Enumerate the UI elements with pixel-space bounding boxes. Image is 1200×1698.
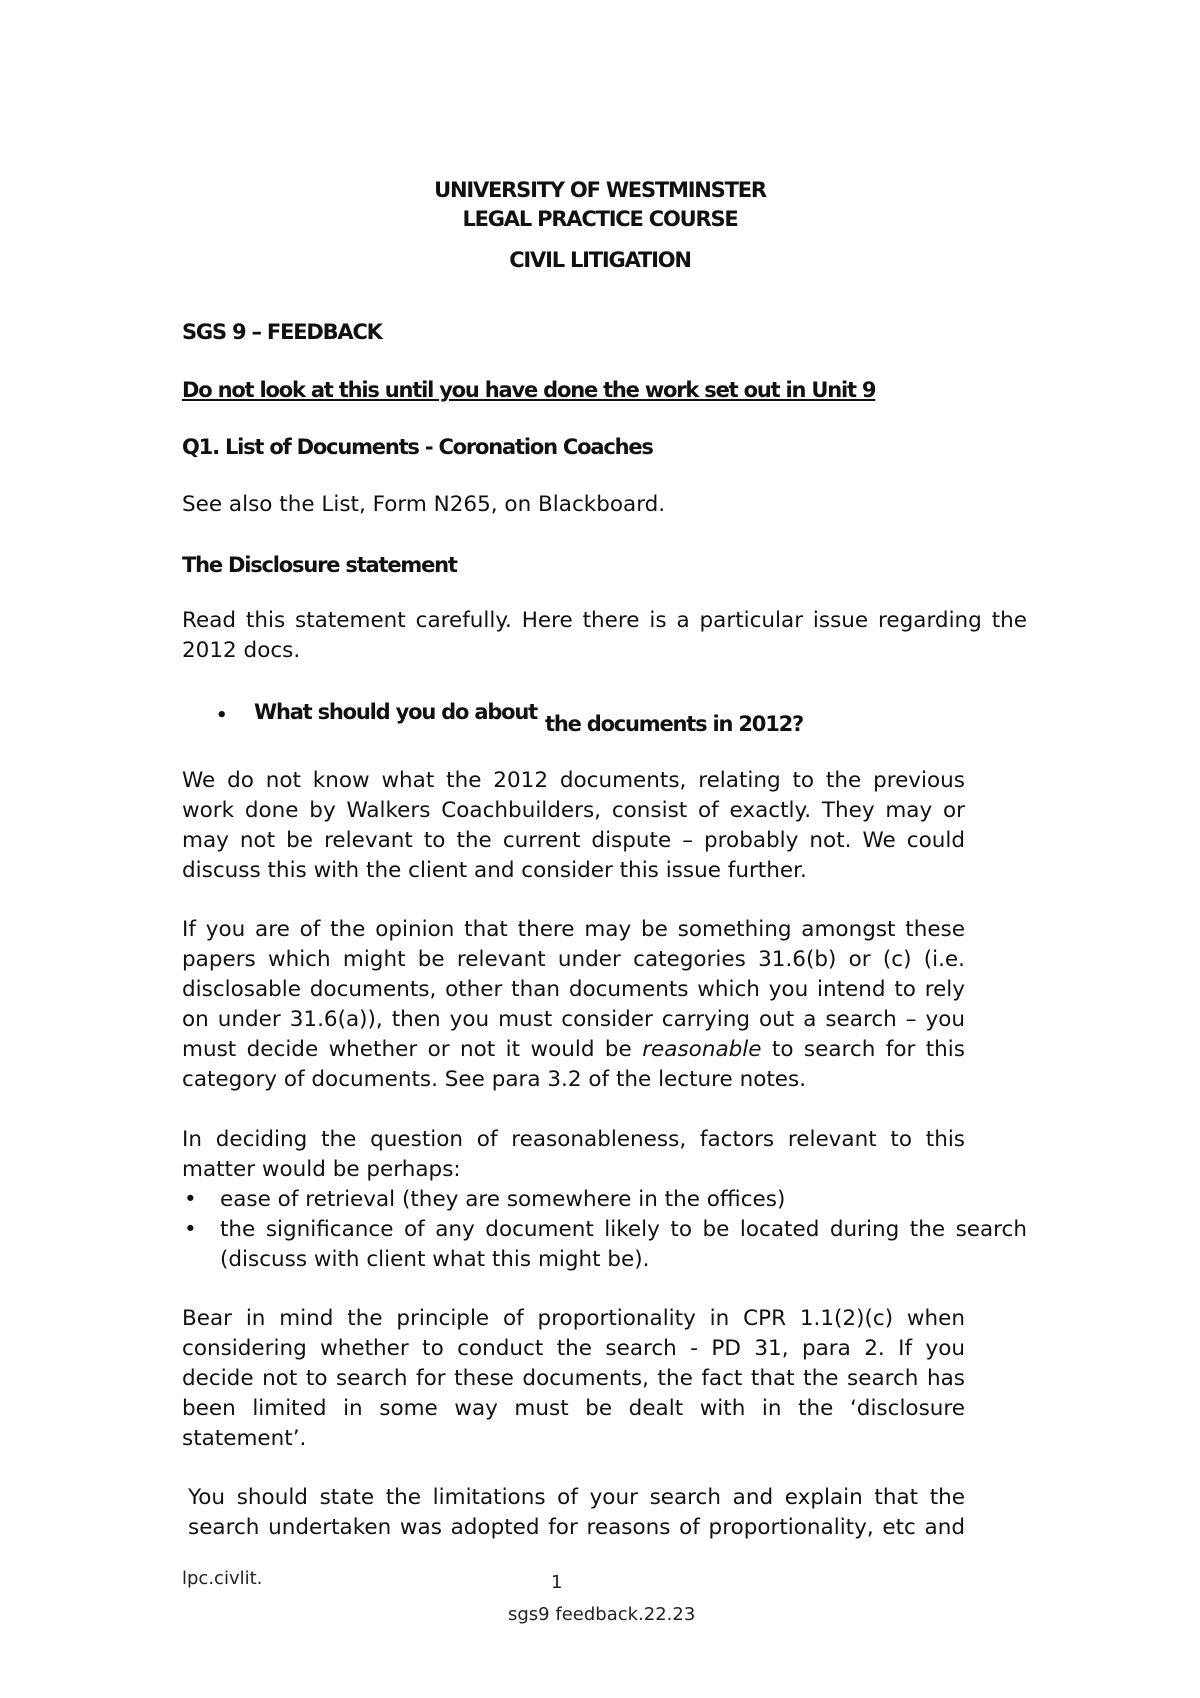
- list-item: [182, 1185, 1027, 1215]
- paragraph-line: discuss this with the client and consider this issue further.: [182, 858, 807, 883]
- paragraph-line: If you are of the opinion that there may be something amongst these: [182, 917, 965, 942]
- paragraph-line: disclosable documents, other than documents which you intend to rely: [182, 977, 965, 1002]
- paragraph-line: Bear in mind the principle of proportionality in CPR 1.1(2)(c) when: [182, 1306, 965, 1331]
- question-part2: the documents in 2012?: [545, 712, 804, 736]
- paragraph-line: matter would be perhaps:: [182, 1157, 461, 1182]
- factors-list: [182, 1185, 1027, 1275]
- list-item-text: the significance of any document likely to be located during the search: [220, 1217, 1027, 1242]
- paragraph-line: may not be relevant to the current dispute – probably not. We could: [182, 828, 965, 853]
- bullet-marker: •: [184, 1187, 197, 1212]
- paragraph-line: We do not know what the 2012 documents, relating to the previous: [182, 768, 965, 793]
- paragraph-line: You should state the limitations of your search and explain that the: [188, 1485, 965, 1510]
- paragraph-limitations: [188, 1483, 965, 1543]
- paragraph-line: decide not to search for these documents, the fact that the search has: [182, 1366, 965, 1391]
- paragraph-line: category of documents. See para 3.2 of the lecture notes.: [182, 1067, 807, 1092]
- disclosure-title: The Disclosure statement: [182, 553, 457, 577]
- text-run: must decide whether or not it would be: [182, 1037, 632, 1062]
- paragraph-line: Read this statement carefully. Here there is a particular issue regarding the: [182, 608, 1027, 633]
- bullet-marker: •: [216, 705, 227, 726]
- q1-see-also: See also the List, Form N265, on Blackboard.: [182, 492, 666, 517]
- paragraph-line: search undertaken was adopted for reasons of proportionality, etc and: [188, 1515, 965, 1540]
- list-item: [182, 1215, 1027, 1275]
- emphasis-reasonable: reasonable: [642, 1037, 762, 1062]
- paragraph-line: been limited in some way must be dealt with in the ‘disclosure: [182, 1396, 965, 1421]
- footer-file-ref: sgs9 feedback.22.23: [508, 1604, 696, 1625]
- q1-title: Q1. List of Documents - Coronation Coaches: [182, 435, 653, 459]
- header-subject: CIVIL LITIGATION: [509, 248, 691, 272]
- paragraph-line: [182, 1035, 965, 1065]
- header-university: UNIVERSITY OF WESTMINSTER: [434, 178, 766, 202]
- footer-page-number: 1: [551, 1572, 563, 1593]
- paragraph-line: In deciding the question of reasonableness, factors relevant to this: [182, 1127, 965, 1152]
- bullet-marker: •: [184, 1217, 197, 1242]
- text-run: to search for this: [771, 1037, 965, 1062]
- paragraph-proportionality: [182, 1304, 965, 1454]
- paragraph-line: 2012 docs.: [182, 638, 301, 663]
- paragraph-line: considering whether to conduct the search - PD 31, para 2. If you: [182, 1336, 965, 1361]
- paragraph-line: on under 31.6(a)), then you must consider carrying out a search – you: [182, 1007, 965, 1032]
- paragraph-line: statement’.: [182, 1426, 307, 1451]
- paragraph-2012-documents: [182, 766, 965, 886]
- paragraph-search: [182, 915, 965, 1095]
- header-course: LEGAL PRACTICE COURSE: [462, 207, 738, 231]
- list-item-text: ease of retrieval (they are somewhere in the offices): [220, 1187, 786, 1212]
- warning-text: Do not look at this until you have done the work set out in Unit 9: [182, 378, 876, 402]
- footer-left: lpc.civlit.: [182, 1568, 263, 1589]
- question-part1: What should you do about: [254, 700, 537, 724]
- disclosure-read-paragraph: [182, 606, 1027, 666]
- list-item-text: (discuss with client what this might be).: [220, 1247, 650, 1272]
- section-title: SGS 9 – FEEDBACK: [182, 320, 382, 344]
- paragraph-line: work done by Walkers Coachbuilders, consist of exactly. They may or: [182, 798, 965, 823]
- paragraph-reasonableness: [182, 1125, 965, 1185]
- paragraph-line: papers which might be relevant under categories 31.6(b) or (c) (i.e.: [182, 947, 965, 972]
